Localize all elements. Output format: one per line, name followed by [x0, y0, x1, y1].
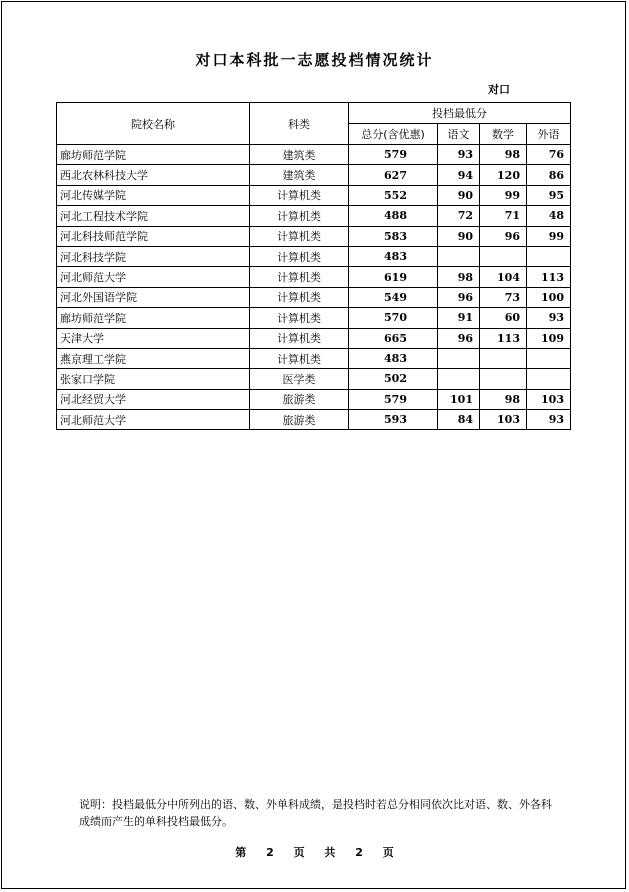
cell-foreign: 100	[527, 287, 571, 307]
cell-total: 549	[349, 287, 438, 307]
table-row	[57, 369, 571, 389]
cell-total: 619	[349, 267, 438, 287]
cell-math: 60	[480, 308, 527, 328]
cell-school: 河北师范大学	[57, 410, 250, 430]
cell-math	[480, 369, 527, 389]
table-row	[57, 308, 571, 328]
cell-school: 燕京理工学院	[57, 348, 250, 368]
cell-math: 103	[480, 410, 527, 430]
cell-foreign: 109	[527, 328, 571, 348]
cell-chinese: 90	[438, 226, 480, 246]
table-row	[57, 287, 571, 307]
cell-school: 河北经贸大学	[57, 389, 250, 409]
cell-foreign: 86	[527, 165, 571, 185]
cell-school: 河北外国语学院	[57, 287, 250, 307]
cell-category: 计算机类	[250, 308, 349, 328]
cell-chinese	[438, 369, 480, 389]
table-row	[57, 165, 571, 185]
cell-foreign	[527, 348, 571, 368]
cell-total: 665	[349, 328, 438, 348]
cell-chinese: 72	[438, 206, 480, 226]
cell-school: 河北工程技术学院	[57, 206, 250, 226]
cell-math: 98	[480, 389, 527, 409]
footer-page-current: 2	[266, 846, 274, 859]
cell-total: 483	[349, 246, 438, 266]
cell-total: 483	[349, 348, 438, 368]
cell-total: 583	[349, 226, 438, 246]
cell-math: 104	[480, 267, 527, 287]
cell-math: 73	[480, 287, 527, 307]
cell-foreign	[527, 246, 571, 266]
cell-chinese: 84	[438, 410, 480, 430]
table-row	[57, 328, 571, 348]
cell-category: 建筑类	[250, 165, 349, 185]
cell-chinese: 96	[438, 287, 480, 307]
cell-math: 71	[480, 206, 527, 226]
cell-category: 计算机类	[250, 287, 349, 307]
category-label: 对口	[488, 83, 510, 96]
cell-total: 593	[349, 410, 438, 430]
table-row	[57, 410, 571, 430]
cell-total: 627	[349, 165, 438, 185]
cell-total: 579	[349, 389, 438, 409]
table-row	[57, 389, 571, 409]
table-row	[57, 226, 571, 246]
cell-chinese	[438, 246, 480, 266]
footer-page-word: 第	[235, 846, 247, 859]
cell-category: 计算机类	[250, 348, 349, 368]
footer-page-total: 2	[355, 846, 363, 859]
header-foreign: 外语	[527, 124, 571, 145]
cell-foreign: 99	[527, 226, 571, 246]
cell-category: 医学类	[250, 369, 349, 389]
cell-category: 计算机类	[250, 185, 349, 205]
cell-foreign: 93	[527, 308, 571, 328]
cell-chinese: 96	[438, 328, 480, 348]
cell-total: 570	[349, 308, 438, 328]
footnote: 说明：投档最低分中所列出的语、数、外单科成绩，是投档时若总分相同依次比对语、数、外各科成绩而产生的单科投档最低分。	[79, 798, 552, 828]
footer-page-unit: 页	[293, 846, 305, 859]
cell-math	[480, 246, 527, 266]
cell-foreign: 76	[527, 145, 571, 165]
cell-category: 计算机类	[250, 267, 349, 287]
cell-foreign: 93	[527, 410, 571, 430]
table-row	[57, 145, 571, 165]
cell-category: 旅游类	[250, 410, 349, 430]
header-chinese: 语文	[438, 124, 480, 145]
header-min-score: 投档最低分	[349, 103, 571, 124]
cell-chinese: 98	[438, 267, 480, 287]
page-title: 对口本科批一志愿投档情况统计	[195, 51, 434, 69]
table-row	[57, 348, 571, 368]
table-row	[57, 267, 571, 287]
cell-math: 96	[480, 226, 527, 246]
cell-category: 计算机类	[250, 246, 349, 266]
cell-math	[480, 348, 527, 368]
cell-school: 西北农林科技大学	[57, 165, 250, 185]
table-row	[57, 246, 571, 266]
cell-foreign: 48	[527, 206, 571, 226]
admission-score-table	[56, 102, 571, 430]
header-total: 总分(含优惠)	[349, 124, 438, 145]
cell-category: 计算机类	[250, 328, 349, 348]
header-category: 科类	[250, 103, 349, 145]
footer-total-unit: 页	[382, 846, 394, 859]
cell-chinese: 91	[438, 308, 480, 328]
cell-school: 张家口学院	[57, 369, 250, 389]
cell-math: 113	[480, 328, 527, 348]
cell-school: 廊坊师范学院	[57, 308, 250, 328]
cell-school: 河北科技学院	[57, 246, 250, 266]
cell-school: 河北科技师范学院	[57, 226, 250, 246]
cell-total: 488	[349, 206, 438, 226]
cell-total: 579	[349, 145, 438, 165]
cell-school: 廊坊师范学院	[57, 145, 250, 165]
cell-total: 502	[349, 369, 438, 389]
cell-school: 河北传媒学院	[57, 185, 250, 205]
cell-category: 计算机类	[250, 206, 349, 226]
cell-foreign: 95	[527, 185, 571, 205]
footer-total-word: 共	[324, 846, 336, 859]
header-math: 数学	[480, 124, 527, 145]
header-school: 院校名称	[57, 103, 250, 145]
cell-foreign: 113	[527, 267, 571, 287]
cell-category: 计算机类	[250, 226, 349, 246]
cell-chinese: 90	[438, 185, 480, 205]
page-footer	[0, 844, 629, 860]
cell-chinese: 94	[438, 165, 480, 185]
cell-chinese: 101	[438, 389, 480, 409]
table-row	[57, 185, 571, 205]
table-header-row	[57, 103, 571, 124]
cell-category: 建筑类	[250, 145, 349, 165]
cell-math: 99	[480, 185, 527, 205]
cell-school: 天津大学	[57, 328, 250, 348]
cell-category: 旅游类	[250, 389, 349, 409]
cell-chinese	[438, 348, 480, 368]
cell-math: 98	[480, 145, 527, 165]
table-row	[57, 206, 571, 226]
cell-foreign	[527, 369, 571, 389]
cell-total: 552	[349, 185, 438, 205]
cell-school: 河北师范大学	[57, 267, 250, 287]
cell-chinese: 93	[438, 145, 480, 165]
cell-foreign: 103	[527, 389, 571, 409]
cell-math: 120	[480, 165, 527, 185]
